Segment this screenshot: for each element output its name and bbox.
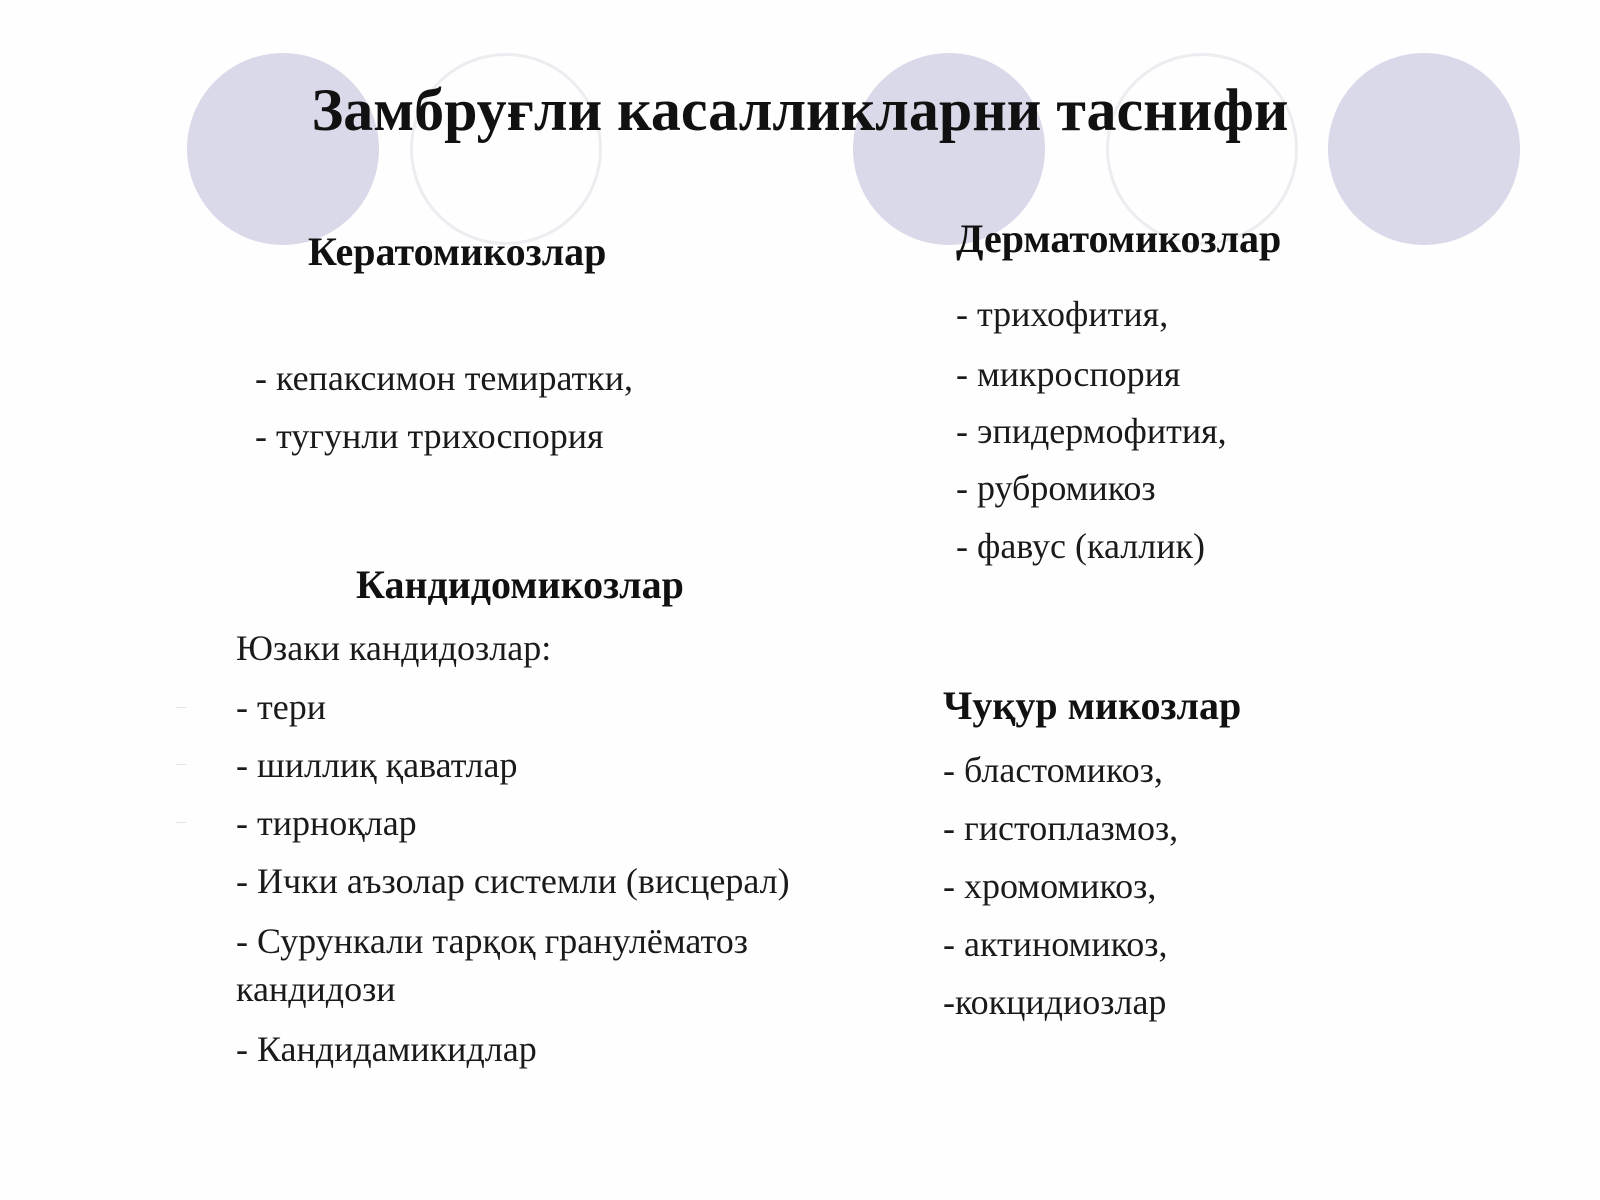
deep-mycoses-item: - хромомикоз, bbox=[943, 866, 1157, 906]
dermatomycoses-item: - трихофития, bbox=[956, 294, 1169, 334]
candidomycoses-item: - Сурункали тарқоқ гранулёматоз кандидози bbox=[236, 921, 748, 1009]
dermatomycoses-item: - эпидермофития, bbox=[956, 411, 1227, 451]
deep-mycoses-item: - гистоплазмоз, bbox=[943, 808, 1179, 848]
dermatomycoses-item: - микроспория bbox=[956, 354, 1181, 394]
faint-bullet-mark: – bbox=[176, 752, 186, 774]
deep-mycoses-item: - бластомикоз, bbox=[943, 750, 1163, 790]
faint-bullet-mark: – bbox=[176, 695, 186, 717]
slide-title: Замбруғли касалликларни таснифи bbox=[311, 77, 1289, 143]
keratomycoses-item: - тугунли трихоспория bbox=[255, 416, 604, 456]
dermatomycoses-item: - рубромикоз bbox=[956, 468, 1156, 508]
candidomycoses-item: - Кандидамикидлар bbox=[236, 1029, 537, 1069]
candidomycoses-intro: Юзаки кандидозлар: bbox=[236, 628, 552, 668]
deep-mycoses-heading: Чуқур микозлар bbox=[943, 683, 1242, 728]
dermatomycoses-heading: Дерматомикозлар bbox=[956, 216, 1282, 261]
candidomycoses-heading: Кандидомикозлар bbox=[356, 562, 684, 607]
candidomycoses-item: - тери bbox=[236, 687, 326, 727]
deep-mycoses-item: - актиномикоз, bbox=[943, 924, 1168, 964]
faint-bullet-mark: – bbox=[176, 810, 186, 832]
deep-mycoses-item: -кокцидиозлар bbox=[943, 982, 1167, 1022]
keratomycoses-item: - кепаксимон темиратки, bbox=[255, 358, 633, 398]
candidomycoses-item: - тирноқлар bbox=[236, 803, 417, 843]
dermatomycoses-item: - фавус (каллик) bbox=[956, 526, 1205, 566]
keratomycoses-heading: Кератомикозлар bbox=[308, 229, 607, 274]
candidomycoses-item: - Ички аъзолар системли (висцерал) bbox=[236, 861, 790, 901]
candidomycoses-item: - шиллиқ қаватлар bbox=[236, 745, 518, 785]
